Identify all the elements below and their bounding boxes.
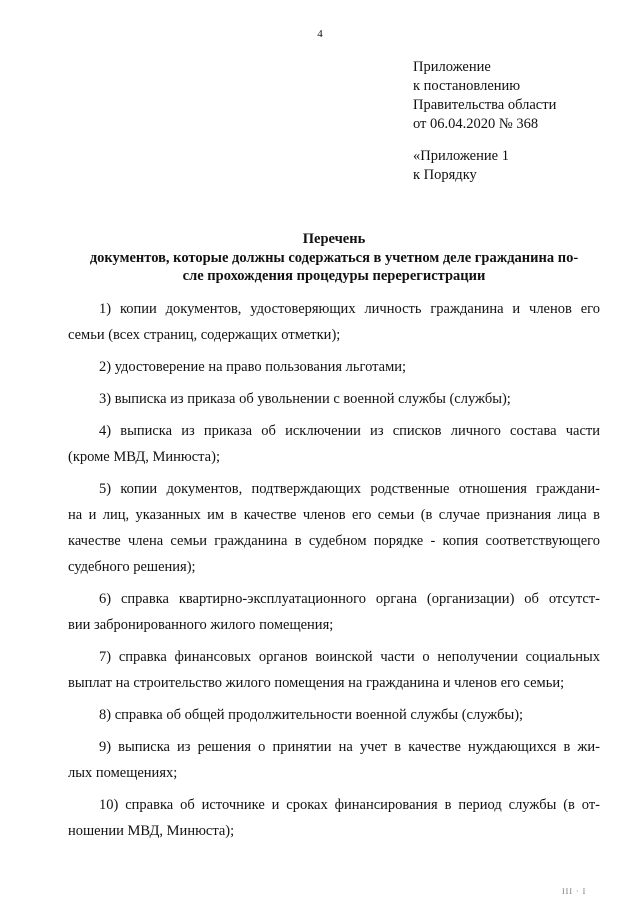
list-item xyxy=(68,734,600,786)
list-item-line: (кроме МВД, Минюста); xyxy=(68,449,220,465)
list-item-line: выплат на строительство жилого помещения на гражданина и членов его семьи; xyxy=(68,675,565,691)
list-item-line: 9) выписка из решения о принятии на учет в качестве нуждающихся в жи- xyxy=(99,739,600,755)
list-item-line: 6) справка квартирно-эксплуатационного органа (организации) об отсутст- xyxy=(99,591,600,607)
list-item-line: ношении МВД, Минюста); xyxy=(68,823,235,839)
attachment-block xyxy=(413,58,556,134)
list-item-line: 7) справка финансовых органов воинской части о неполучении социальных xyxy=(99,649,600,665)
list-item-line: 5) копии документов, подтверждающих родственные отношения граждани- xyxy=(99,481,600,497)
page-number: 4 xyxy=(317,28,323,40)
list-item-line: вии забронированного жилого помещения; xyxy=(68,617,334,633)
attachment-to-procedure-line: к Порядку xyxy=(413,167,477,183)
list-item-line: судебного решения); xyxy=(68,559,196,575)
title-line: сле прохождения процедуры перерегистрации xyxy=(182,268,486,284)
list-item-line: 1) копии документов, удостоверяющих личность гражданина и членов его xyxy=(99,301,600,317)
document-title xyxy=(60,230,608,286)
list-item xyxy=(68,386,600,412)
list-item xyxy=(68,476,600,580)
list-item-line: 3) выписка из приказа об увольнении с военной службы (службы); xyxy=(99,391,511,407)
list-item-line: 10) справка об источнике и сроках финансирования в период службы (в от- xyxy=(99,797,600,813)
list-item xyxy=(68,296,600,348)
list-item xyxy=(68,586,600,638)
list-item-line: качестве члена семьи гражданина в судебном порядке - копия соответствующего xyxy=(68,533,600,549)
list-item-line: 4) выписка из приказа об исключении из списков личного состава части xyxy=(99,423,600,439)
list-item-line: 2) удостоверение на право пользования льготами; xyxy=(99,359,407,375)
list-item xyxy=(68,418,600,470)
attachment-line: Правительства области xyxy=(413,97,557,113)
list-item xyxy=(68,702,600,728)
attachment-line: к постановлению xyxy=(413,78,521,94)
list-item-line: семьи (всех страниц, содержащих отметки); xyxy=(68,327,341,343)
attachment-to-procedure-line: «Приложение 1 xyxy=(413,148,509,164)
list-item xyxy=(68,792,600,844)
attachment-line: от 06.04.2020 № 368 xyxy=(413,116,539,132)
documents-list xyxy=(68,296,600,850)
list-item xyxy=(68,644,600,696)
list-item-line: на и лиц, указанных им в качестве членов его семьи (в случае признания лица в xyxy=(68,507,600,523)
attachment-to-procedure-block xyxy=(413,147,509,185)
list-item-line: 8) справка об общей продолжительности военной службы (службы); xyxy=(99,707,524,723)
title-line: документов, которые должны содержаться в учетном деле гражданина по- xyxy=(89,249,579,266)
attachment-line: Приложение xyxy=(413,59,491,75)
list-item xyxy=(68,354,600,380)
footer-mark: ІІІ · І xyxy=(562,887,587,896)
list-item-line: лых помещениях; xyxy=(68,765,178,781)
title-heading: Перечень xyxy=(302,231,366,247)
